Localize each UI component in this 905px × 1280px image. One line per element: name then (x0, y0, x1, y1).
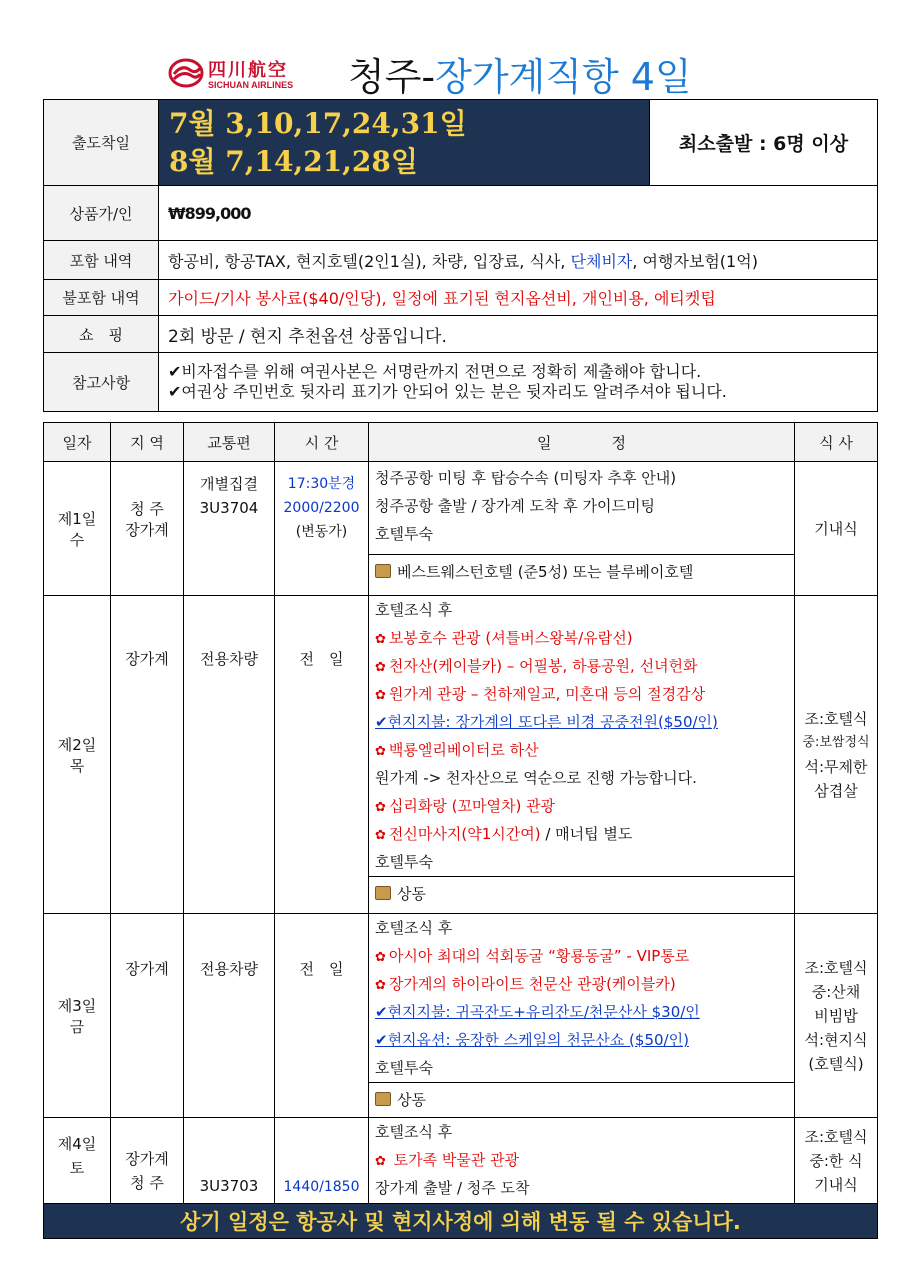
header-transport: 교통편 (184, 423, 275, 462)
day2-line-6 (375, 736, 794, 764)
day1-transport (184, 462, 275, 596)
day4-meal-1: 조:호텔식 (804, 1127, 868, 1146)
day2-line-9 (375, 820, 794, 848)
header-region: 지 역 (111, 423, 184, 462)
day4-line-2-text: 토가족 박물관 관광 (388, 1151, 520, 1169)
day3-meal-4: 석:현지식 (804, 1030, 868, 1049)
departure-label: 출도착일 (44, 100, 159, 186)
day3-weekday: 금 (69, 1017, 85, 1036)
day1-transport-2: 3U3704 (199, 499, 259, 517)
departure-dates (159, 100, 650, 186)
day2-line-9-massage: 전신마사지(약1시간여) (388, 825, 541, 843)
flower-icon: ✿ (375, 828, 386, 843)
day3-meal-1: 조:호텔식 (804, 958, 868, 977)
day4-meal-2: 중:한 식 (809, 1151, 863, 1170)
day2-schedule (369, 596, 795, 914)
day2-line-3 (375, 652, 794, 680)
day3-meal-2: 중:산채 (811, 982, 861, 1001)
day3-hotel-name: 상동 (397, 1091, 426, 1109)
day4-label (44, 1118, 111, 1204)
notes-value (159, 353, 878, 412)
note-2: ✔여권상 주민번호 뒷자리 표기가 안되어 있는 분은 뒷자리도 알려주셔야 됩니다. (168, 382, 727, 401)
price-label: 상품가/인 (44, 186, 159, 241)
day4-region-2: 청 주 (130, 1174, 164, 1192)
day1-line-2: 청주공항 출발 / 장가계 도착 후 가이드미팅 (375, 497, 655, 515)
day3-line-1: 호텔조식 후 (375, 919, 453, 937)
price-value: ₩899,000 (159, 186, 878, 241)
itinerary-table (43, 422, 878, 1239)
day4-day: 제4일 (57, 1135, 97, 1153)
day3-row (44, 914, 878, 1118)
included-row (44, 241, 878, 280)
title-product: 장가계직항 4일 (435, 55, 692, 99)
shopping-value: 2회 방문 / 현지 추천옵션 상품입니다. (159, 316, 878, 353)
airline-logo-icon (168, 58, 204, 88)
flower-icon: ✿ (375, 978, 386, 993)
day3-meal (795, 914, 878, 1118)
day1-transport-1: 개별집결 (200, 475, 258, 493)
day2-line-3-text: 천자산(케이블카) – 어필봉, 하룡공원, 선녀헌화 (388, 657, 698, 675)
day2-line-4-text: 원가계 관광 – 천하제일교, 미혼대 등의 절경감상 (388, 685, 706, 703)
day3-line-3 (375, 970, 794, 998)
day2-line-8-text: 십리화랑 (꼬마열차) 관광 (388, 797, 556, 815)
header (0, 40, 905, 102)
included-text-b: , 여행자보험(1억) (632, 251, 758, 271)
day2-line-10: 호텔투숙 (375, 853, 433, 871)
note-1: ✔비자접수를 위해 여권사본은 서명란까지 전면으로 정확히 제출해야 합니다. (168, 362, 702, 381)
day1-row (44, 462, 878, 596)
day4-schedule (369, 1118, 795, 1204)
included-label: 포함 내역 (44, 241, 159, 280)
logo-english-text: SICHUAN AIRLINES (208, 80, 294, 90)
day4-line-3: 장가계 출발 / 청주 도착 (375, 1179, 530, 1197)
day2-meal-4: 삼겹살 (814, 781, 858, 800)
flower-icon: ✿ (375, 744, 386, 759)
day1-schedule (369, 462, 795, 596)
dates-row (44, 100, 878, 186)
day3-region: 장가계 (111, 914, 184, 1118)
price-row (44, 186, 878, 241)
day2-weekday: 목 (69, 756, 85, 775)
day4-weekday: 토 (69, 1159, 85, 1177)
header-meal: 식 사 (795, 423, 878, 462)
day1-hotel-name: 베스트웨스턴호텔 (준5성) 또는 블루베이호텔 (397, 563, 694, 581)
day2-label (44, 596, 111, 914)
day4-row (44, 1118, 878, 1204)
day2-line-8 (375, 792, 794, 820)
included-value (159, 241, 878, 280)
day1-meal: 기내식 (795, 462, 878, 596)
day3-meal-5: (호텔식) (808, 1054, 864, 1073)
day1-line-1: 청주공항 미팅 후 탑승수속 (미팅자 추후 안내) (375, 469, 677, 487)
day3-line-2-text: 아시아 최대의 석회동굴 “황룡동굴” - VIP통로 (388, 947, 690, 965)
title-route: 청주- (348, 55, 436, 99)
day1-label (44, 462, 111, 596)
footer-row (44, 1204, 878, 1239)
day3-meal-3: 비빔밥 (814, 1006, 858, 1025)
day2-time: 전 일 (275, 596, 369, 914)
day2-line-9-tip: / 매너팁 별도 (540, 825, 633, 843)
day2-line-2-text: 보봉호수 관광 (셔틀버스왕복/유람선) (388, 629, 633, 647)
day3-transport: 전용차량 (184, 914, 275, 1118)
dates-line-july: 7월 3,10,17,24,31일 (169, 106, 467, 140)
shopping-row (44, 316, 878, 353)
day1-time-3: (변동가) (295, 524, 348, 540)
day2-meal-3: 석:무제한 (804, 757, 868, 776)
itinerary-header-row (44, 423, 878, 462)
flower-icon: ✿ (375, 688, 386, 703)
day3-schedule (369, 914, 795, 1118)
day3-time: 전 일 (275, 914, 369, 1118)
included-text-a: 항공비, 항공TAX, 현지호텔(2인1실), 차량, 입장료, 식사, (168, 251, 571, 271)
day2-line-7: 원가계 -> 천자산으로 역순으로 진행 가능합니다. (375, 769, 697, 787)
day4-time: 1440/1850 (275, 1118, 369, 1204)
day2-hotel (369, 876, 794, 911)
day1-region-2: 장가계 (125, 521, 169, 539)
day4-region-1: 장가계 (125, 1150, 169, 1168)
day4-line-2 (375, 1146, 794, 1174)
day3-line-5: ✔현지옵션: 웅장한 스케일의 천문산쇼 ($50/인) (375, 1031, 689, 1049)
flower-icon: ✿ (375, 950, 386, 965)
day4-transport: 3U3703 (184, 1118, 275, 1204)
sichuan-airlines-logo (168, 54, 338, 96)
day1-line-3: 호텔투숙 (375, 525, 433, 543)
day1-region-1: 청 주 (130, 500, 164, 518)
flower-icon: ✿ (375, 1154, 386, 1169)
flower-icon: ✿ (375, 800, 386, 815)
day3-line-3-text: 장가계의 하이라이트 천문산 관광(케이블카) (388, 975, 676, 993)
day3-line-6: 호텔투숙 (375, 1059, 433, 1077)
day2-region: 장가계 (111, 596, 184, 914)
day2-line-6-text: 백룡엘리베이터로 하산 (388, 741, 539, 759)
day2-line-5: ✔현지지불: 장가계의 또다른 비경 공중전원($50/인) (375, 713, 718, 731)
included-visa: 단체비자 (570, 251, 633, 271)
day2-meal-1: 조:호텔식 (804, 709, 868, 728)
day3-label (44, 914, 111, 1118)
day2-line-1: 호텔조식 후 (375, 601, 453, 619)
day2-line-2 (375, 624, 794, 652)
day3-line-4: ✔현지지불: 귀곡잔도+유리잔도/천문산사 $30/인 (375, 1003, 700, 1021)
day2-line-4 (375, 680, 794, 708)
box-icon (375, 564, 391, 578)
day1-region (111, 462, 184, 596)
day1-day: 제1일 (57, 509, 97, 528)
day2-meal-2: 중:보쌈정식 (802, 734, 870, 750)
excluded-label: 불포함 내역 (44, 280, 159, 316)
day4-meal (795, 1118, 878, 1204)
flower-icon: ✿ (375, 660, 386, 675)
header-schedule: 일 정 (369, 423, 795, 462)
day2-day: 제2일 (57, 735, 97, 754)
excluded-value: 가이드/기사 봉사료($40/인당), 일정에 표기된 현지옵션비, 개인비용, 에티켓팁 (159, 280, 878, 316)
page-title (348, 46, 692, 101)
day4-meal-3: 기내식 (814, 1175, 858, 1194)
excluded-row (44, 280, 878, 316)
day2-transport: 전용차량 (184, 596, 275, 914)
day1-time-2: 2000/2200 (283, 500, 360, 516)
footer-notice: 상기 일정은 항공사 및 현지사정에 의해 변동 될 수 있습니다. (44, 1204, 878, 1239)
notes-label: 참고사항 (44, 353, 159, 412)
day3-line-2 (375, 942, 794, 970)
day3-hotel (369, 1082, 794, 1117)
product-info-table (43, 99, 878, 412)
day3-day: 제3일 (57, 996, 97, 1015)
day4-line-1: 호텔조식 후 (375, 1123, 453, 1141)
dates-line-august: 8월 7,14,21,28일 (169, 144, 418, 178)
day4-region (111, 1118, 184, 1204)
day1-time-1: 17:30분경 (287, 476, 356, 492)
day2-row (44, 596, 878, 914)
day1-weekday: 수 (69, 530, 85, 549)
flower-icon: ✿ (375, 632, 386, 647)
notes-row (44, 353, 878, 412)
day2-meal (795, 596, 878, 914)
header-day: 일자 (44, 423, 111, 462)
minimum-departure: 최소출발 : 6명 이상 (650, 100, 878, 186)
day1-hotel (369, 554, 794, 589)
box-icon (375, 886, 391, 900)
header-time: 시 간 (275, 423, 369, 462)
day2-hotel-name: 상동 (397, 885, 426, 903)
shopping-label: 쇼 핑 (44, 316, 159, 353)
day1-time (275, 462, 369, 596)
box-icon (375, 1092, 391, 1106)
logo-chinese-text: 四川航空 (208, 60, 288, 81)
